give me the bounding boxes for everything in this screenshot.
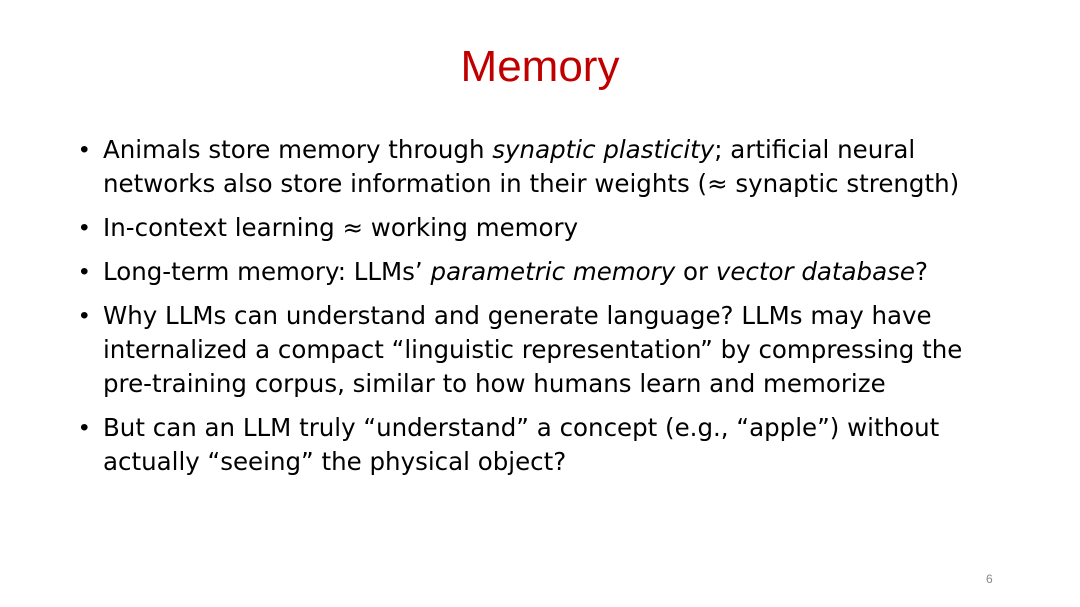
bullet-fragment: or	[675, 257, 716, 286]
slide-title: Memory	[460, 42, 620, 91]
bullet-emphasis: parametric memory	[430, 257, 676, 286]
bullet-text	[103, 211, 1010, 245]
bullet-text	[103, 411, 1010, 479]
bullet-text	[103, 299, 1010, 401]
bullet-marker: •	[80, 414, 89, 441]
bullet-item	[80, 255, 1010, 289]
bullet-marker: •	[80, 302, 89, 329]
bullet-item	[80, 299, 1010, 401]
bullet-marker: •	[80, 214, 89, 241]
page-number: 6	[986, 572, 993, 586]
bullet-fragment: ?	[914, 257, 928, 286]
bullet-emphasis: synaptic plasticity	[492, 135, 715, 164]
bullet-fragment: ; artificial neural networks also store information in their weights (≈ synaptic strength)	[103, 135, 960, 198]
bullet-text	[103, 255, 1010, 289]
bullet-item	[80, 411, 1010, 479]
bullet-text	[103, 133, 1010, 201]
bullet-fragment: Why LLMs can understand and generate language? LLMs may have internalized a compact “linguistic representation” by compressing the pre-training corpus, similar to how humans learn and memorize	[103, 301, 963, 398]
bullet-item	[80, 133, 1010, 201]
bullet-marker: •	[80, 136, 89, 163]
bullet-marker: •	[80, 258, 89, 285]
bullet-fragment: Animals store memory through	[103, 135, 493, 164]
bullet-item	[80, 211, 1010, 245]
bullet-fragment: But can an LLM truly “understand” a concept (e.g., “apple”) without actually “seeing” the physical object?	[103, 413, 940, 476]
bullet-fragment: Long-term memory: LLMs’	[103, 257, 431, 286]
bullet-emphasis: vector database	[715, 257, 915, 286]
bullet-list	[80, 133, 1010, 489]
bullet-fragment: In-context learning ≈ working memory	[103, 213, 579, 242]
